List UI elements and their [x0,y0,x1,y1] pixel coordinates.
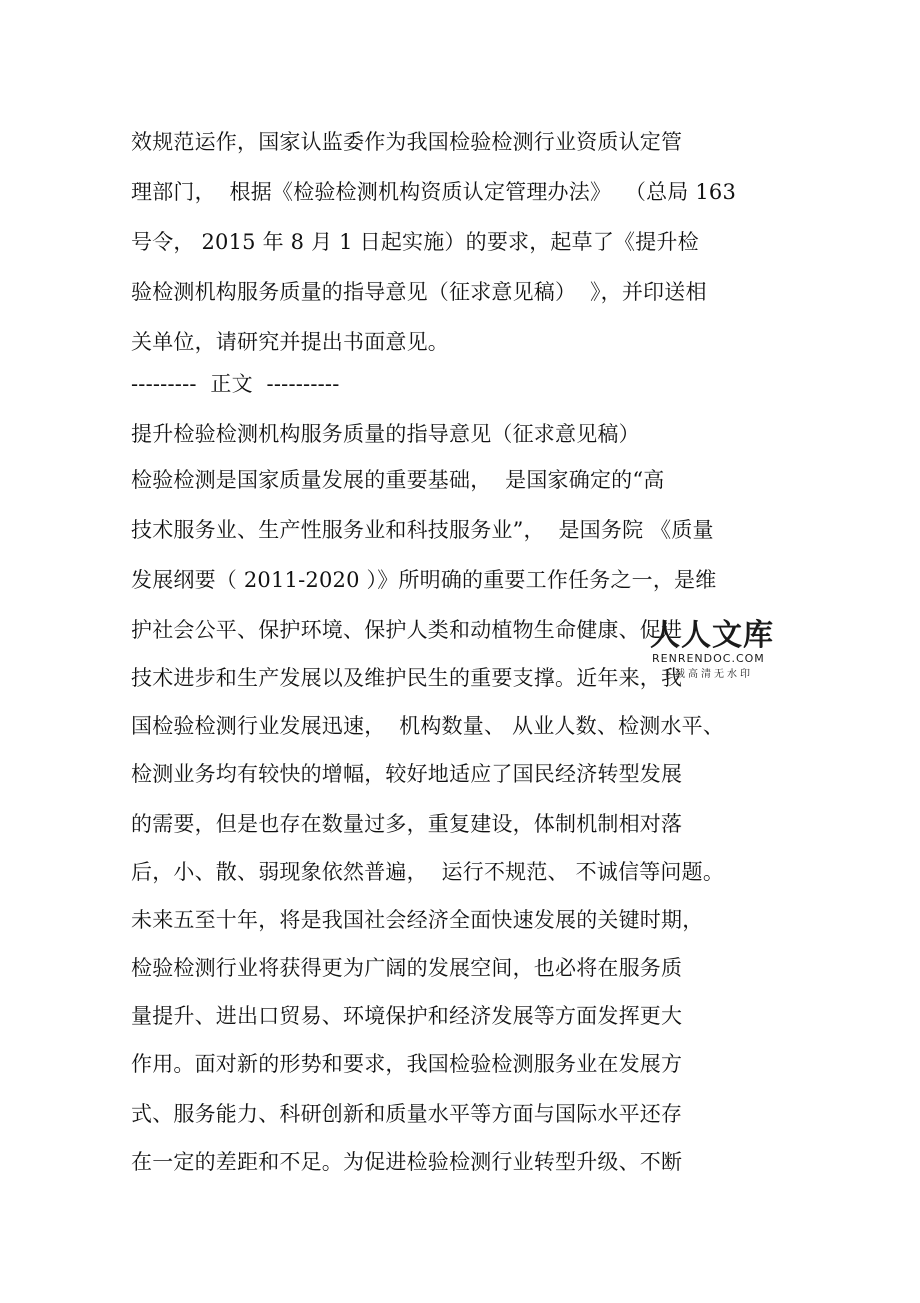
text-line: 理部门， 根据《检验检测机构资质认定管理办法》 （总局 163 [131,180,737,204]
section-divider: --------- 正文 ---------- [131,372,340,396]
text-line: 检测业务均有较快的增幅，较好地适应了国民经济转型发展 [131,762,683,786]
text-line: 技术进步和生产发展以及维护民生的重要支撑。近年来，我 [131,666,683,690]
text-line: 验检测机构服务质量的指导意见（征求意见稿） 》，并印送相 [131,280,707,304]
text-line: 式、服务能力、科研创新和质量水平等方面与国际水平还存 [131,1102,683,1126]
text-line: 关单位，请研究并提出书面意见。 [131,330,449,354]
text-line: 在一定的差距和不足。为促进检验检测行业转型升级、不断 [131,1150,683,1174]
text-line: 量提升、进出口贸易、环境保护和经济发展等方面发挥更大 [131,1004,683,1028]
text-line: 检验检测行业将获得更为广阔的发展空间，也必将在服务质 [131,956,683,980]
text-line: 的需要，但是也存在数量过多，重复建设，体制机制相对落 [131,812,683,836]
text-line: 未来五至十年，将是我国社会经济全面快速发展的关键时期， [131,908,704,932]
text-line: 国检验检测行业发展迅速， 机构数量、 从业人数、检测水平、 [131,714,725,738]
text-line: 检验检测是国家质量发展的重要基础， 是国家确定的“高 [131,468,665,492]
text-line: 作用。面对新的形势和要求，我国检验检测服务业在发展方 [131,1052,683,1076]
document-title: 提升检验检测机构服务质量的指导意见（征求意见稿） [131,422,640,446]
text-line: 效规范运作，国家认监委作为我国检验检测行业资质认定管 [131,130,683,154]
text-line: 护社会公平、保护环境、保护人类和动植物生命健康、促进 [131,618,683,642]
watermark-brand: 人人文库 [650,618,774,653]
watermark-url: RENRENDOC.COM [652,652,765,665]
watermark-tagline: 下载高清无水印 [662,669,753,680]
text-line: 后，小、散、弱现象依然普遍， 运行不规范、 不诚信等问题。 [131,860,725,884]
text-line: 号令， 2015 年 8 月 1 日起实施）的要求，起草了《提升检 [131,230,699,254]
text-line: 技术服务业、生产性服务业和科技服务业”， 是国务院 《质量 [131,518,714,542]
text-line: 发展纲要（ 2011-2020 ）》所明确的重要工作任务之一，是维 [131,568,717,592]
site-watermark [650,618,780,688]
